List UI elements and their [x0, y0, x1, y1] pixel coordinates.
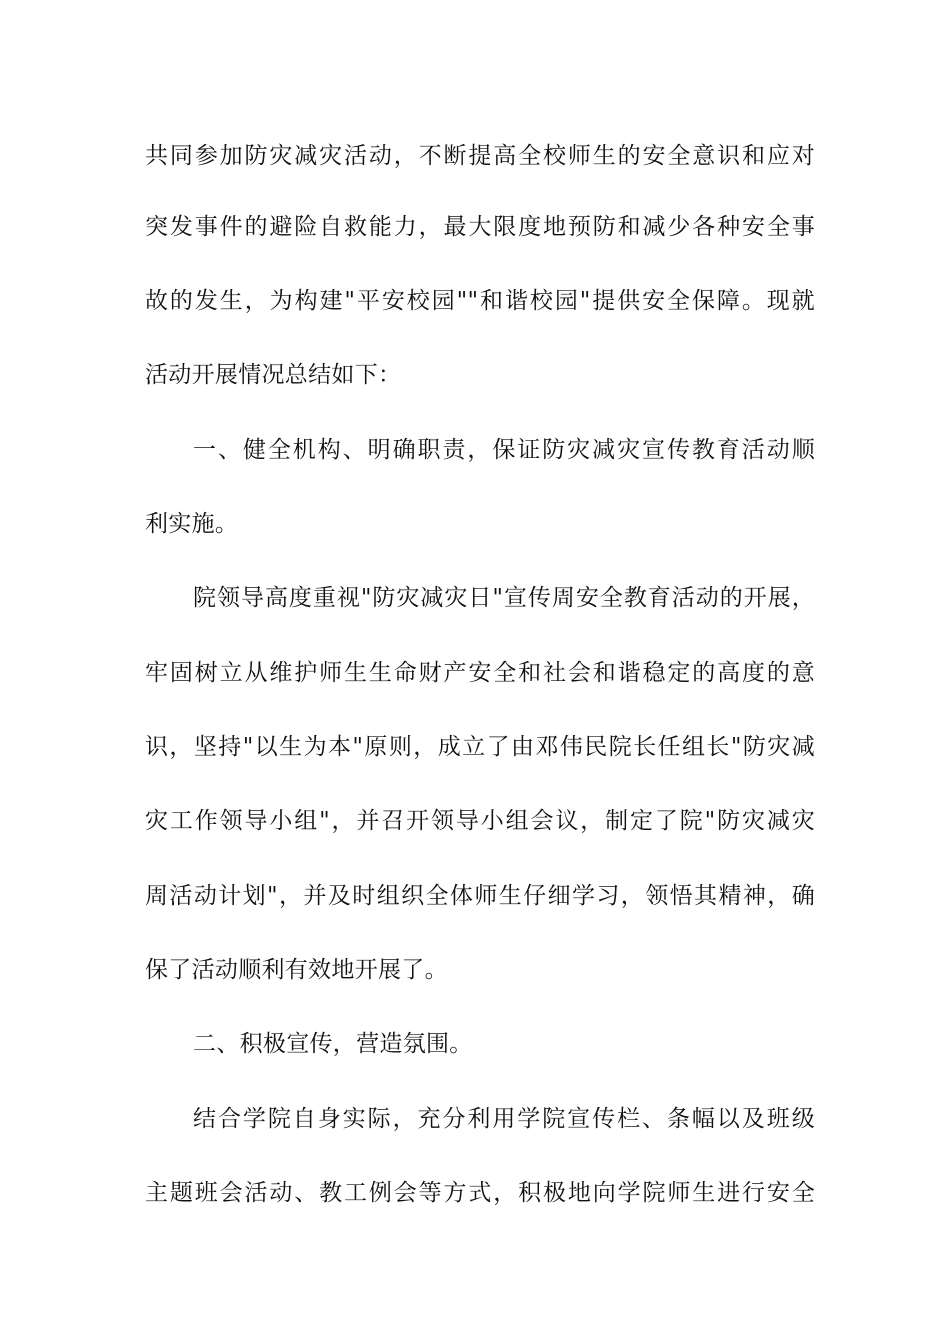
- paragraph-start-2: 结合学院自身实际，充分利用学院宣传栏、条幅以及班级: [193, 1106, 815, 1132]
- text-line-4: 活动开展情况总结如下：: [145, 362, 402, 388]
- section-heading-2: 二、积极宣传，营造氛围。: [193, 1031, 473, 1057]
- paragraph-start-1: 院领导高度重视"防灾减灾日"宣传周安全教育活动的开展，: [193, 585, 815, 611]
- text-line-11: 周活动计划"，并及时组织全体师生仔细学习，领悟其精神，确: [145, 883, 815, 909]
- text-line-1: 共同参加防灾减灾活动，不断提高全校师生的安全意识和应对: [145, 143, 815, 169]
- text-line-3: 故的发生，为构建"平安校园""和谐校园"提供安全保障。现就: [145, 288, 815, 314]
- text-line-15: 主题班会活动、教工例会等方式，积极地向学院师生进行安全: [145, 1180, 815, 1206]
- text-line-9: 识，坚持"以生为本"原则，成立了由邓伟民院长任组长"防灾减: [145, 734, 815, 760]
- section-heading-1: 一、健全机构、明确职责，保证防灾减灾宣传教育活动顺: [193, 437, 815, 463]
- text-line-10: 灾工作领导小组"，并召开领导小组会议，制定了院"防灾减灾: [145, 808, 815, 834]
- text-line-2: 突发事件的避险自救能力，最大限度地预防和减少各种安全事: [145, 214, 815, 240]
- text-line-8: 牢固树立从维护师生生命财产安全和社会和谐稳定的高度的意: [145, 660, 815, 686]
- text-line-6: 利实施。: [145, 511, 239, 537]
- text-line-12: 保了活动顺利有效地开展了。: [145, 957, 448, 983]
